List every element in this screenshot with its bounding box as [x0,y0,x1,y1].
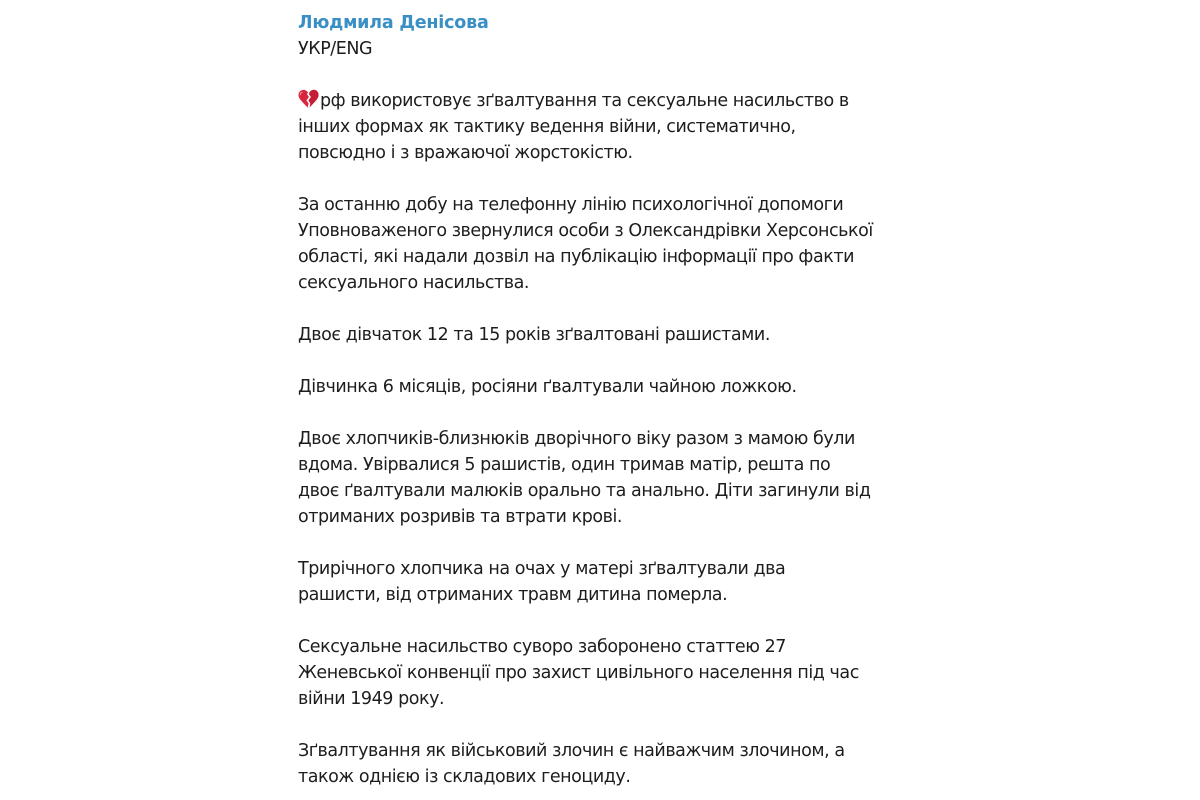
post-paragraph [298,738,918,790]
post-paragraph [298,426,918,530]
post-line: двоє ґвалтували малюків орально та анально. Діти загинули від [298,481,871,501]
post-line: Женевської конвенції про захист цивільного населення під час [298,663,859,683]
post-line: Трирічного хлопчика на очах у матері зґвалтували два [298,559,786,579]
post-line: Уповноваженого звернулися особи з Олександрівки Херсонської [298,221,873,241]
post-paragraph [298,634,918,712]
paragraph-spacer [298,712,918,738]
post-line: Двоє хлопчиків-близнюків дворічного віку разом з мамою були [298,429,855,449]
paragraph-spacer [298,348,918,374]
post-line: повсюдно і з вражаючої жорстокістю. [298,143,633,163]
post-paragraph [298,192,918,296]
post-line: Двоє дівчаток 12 та 15 років зґвалтовані рашистами. [298,325,770,345]
post-line: сексуального насильства. [298,273,530,293]
post-line: рашисти, від отриманих травм дитина померла. [298,585,728,605]
post-line [298,88,918,114]
post-line: За останню добу на телефонну лінію психологічної допомоги [298,195,844,215]
post-line: Сексуальне насильство суворо заборонено статтею 27 [298,637,786,657]
broken-heart-icon [298,89,319,109]
paragraph-spacer [298,400,918,426]
post-line: отриманих розривів та втрати крові. [298,507,623,527]
post-paragraph [298,322,918,348]
paragraph-spacer [298,296,918,322]
paragraph-spacer [298,62,918,88]
post-line: інших формах як тактику ведення війни, систематично, [298,117,796,137]
channel-post [298,10,918,790]
post-line: області, які надали дозвіл на публікацію інформації про факти [298,247,855,267]
post-line: Дівчинка 6 місяців, росіяни ґвалтували чайною ложкою. [298,377,797,397]
post-paragraph [298,88,918,166]
paragraph-spacer [298,530,918,556]
language-label: УКР/ENG [298,39,373,59]
post-line-text: рф використовує зґвалтування та сексуальне насильство в [320,91,849,111]
post-line: Зґвалтування як військовий злочин є найважчим злочином, а [298,741,845,761]
post-line: також однією із складових геноциду. [298,767,631,787]
post-line: вдома. Увірвалися 5 рашистів, один тримав матір, решта по [298,455,831,475]
post-line: війни 1949 року. [298,689,445,709]
paragraph-spacer [298,166,918,192]
post-paragraph [298,374,918,400]
sender-name[interactable]: Людмила Денісова [298,13,489,33]
post-paragraph [298,556,918,608]
paragraph-spacer [298,608,918,634]
